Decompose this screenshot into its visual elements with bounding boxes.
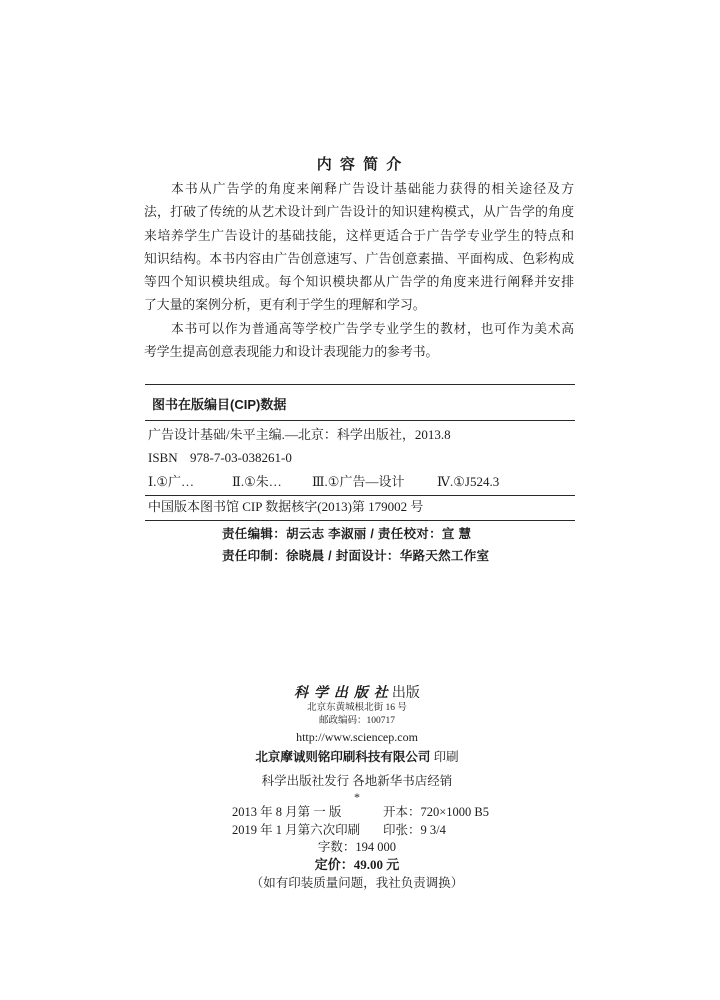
summary-line: 本书从广告学的角度来阐释广告设计基础能力获得的相关途径及方 — [171, 182, 574, 196]
imprint-word-count: 字数：194 000 — [317, 840, 397, 854]
imprint-website: http://www.sciencep.com — [296, 730, 418, 744]
cip-mid-rule — [145, 495, 575, 496]
cip-class-1: Ⅰ.①广… — [148, 474, 195, 489]
cip-heading-rule — [145, 420, 575, 421]
summary-body — [144, 178, 574, 364]
summary-line: 来培养学生广告设计的基础技能，这样更适合于广告学专业学生的特点和 — [144, 228, 574, 243]
printer-suffix: 印刷 — [433, 750, 459, 764]
imprint-postcode: 邮政编码：100717 — [318, 716, 395, 726]
summary-title: 内 容 简 介 — [316, 156, 404, 173]
cip-class-3: Ⅲ.①广告—设计 — [312, 474, 405, 489]
imprint-notice: （如有印装质量问题，我社负责调换） — [250, 876, 464, 890]
summary-line: 本书可以作为普通高等学校广告学专业学生的教材，也可作为美术高 — [171, 321, 574, 336]
imprint-distribution: 科学出版社发行 各地新华书店经销 — [261, 774, 453, 788]
imprint-sheets: 印张：9 3/4 — [383, 823, 446, 837]
imprint-format: 开本：720×1000 B5 — [383, 805, 490, 819]
publisher-suffix: 出版 — [391, 686, 420, 701]
summary-line: 了大量的案例分析，更有利于学生的理解和学习。 — [144, 298, 426, 313]
cip-heading: 图书在版编目(CIP)数据 — [152, 397, 287, 412]
cip-isbn-label: ISBN — [148, 450, 178, 465]
imprint-edition: 2013 年 8 月第 一 版 — [232, 805, 342, 819]
publisher-name: 科 学 出 版 社 — [294, 684, 389, 700]
printer-name: 北京摩诚则铭印刷科技有限公司 — [255, 750, 431, 764]
cip-bottom-rule — [145, 520, 575, 521]
credits-production: 责任印制：徐晓晨 / 封面设计：华路天然工作室 — [222, 549, 490, 563]
imprint-publisher-line — [0, 682, 714, 702]
imprint-separator: * — [354, 790, 360, 804]
imprint-price: 定价：49.00 元 — [314, 857, 400, 872]
cip-top-rule — [145, 384, 575, 385]
summary-line: 法，打破了传统的从艺术设计到广告设计的知识建构模式，从广告学的角度 — [144, 205, 574, 220]
summary-line: 等四个知识模块组成。每个知识模块都从广告学的角度来进行阐释并安排 — [144, 275, 574, 290]
cip-class-4: Ⅳ.①J524.3 — [437, 474, 500, 489]
cip-isbn: 978-7-03-038261-0 — [190, 450, 292, 465]
cip-description: 广告设计基础/朱平主编.—北京：科学出版社，2013.8 — [148, 427, 451, 442]
imprint-address: 北京东黄城根北街 16 号 — [307, 703, 407, 713]
credits-editors: 责任编辑：胡云志 李淑丽 / 责任校对：宣 慧 — [222, 527, 472, 541]
imprint-printing: 2019 年 1 月第六次印刷 — [232, 823, 361, 837]
summary-line: 考学生提高创意表现能力和设计表现能力的参考书。 — [144, 345, 439, 360]
summary-line: 知识结构。本书内容由广告创意速写、广告创意素描、平面构成、色彩构成 — [144, 251, 574, 266]
cip-record-number: 中国版本图书馆 CIP 数据核字(2013)第 179002 号 — [148, 499, 424, 514]
cip-class-2: Ⅱ.①朱… — [232, 474, 282, 489]
imprint-printer-line — [0, 747, 714, 767]
